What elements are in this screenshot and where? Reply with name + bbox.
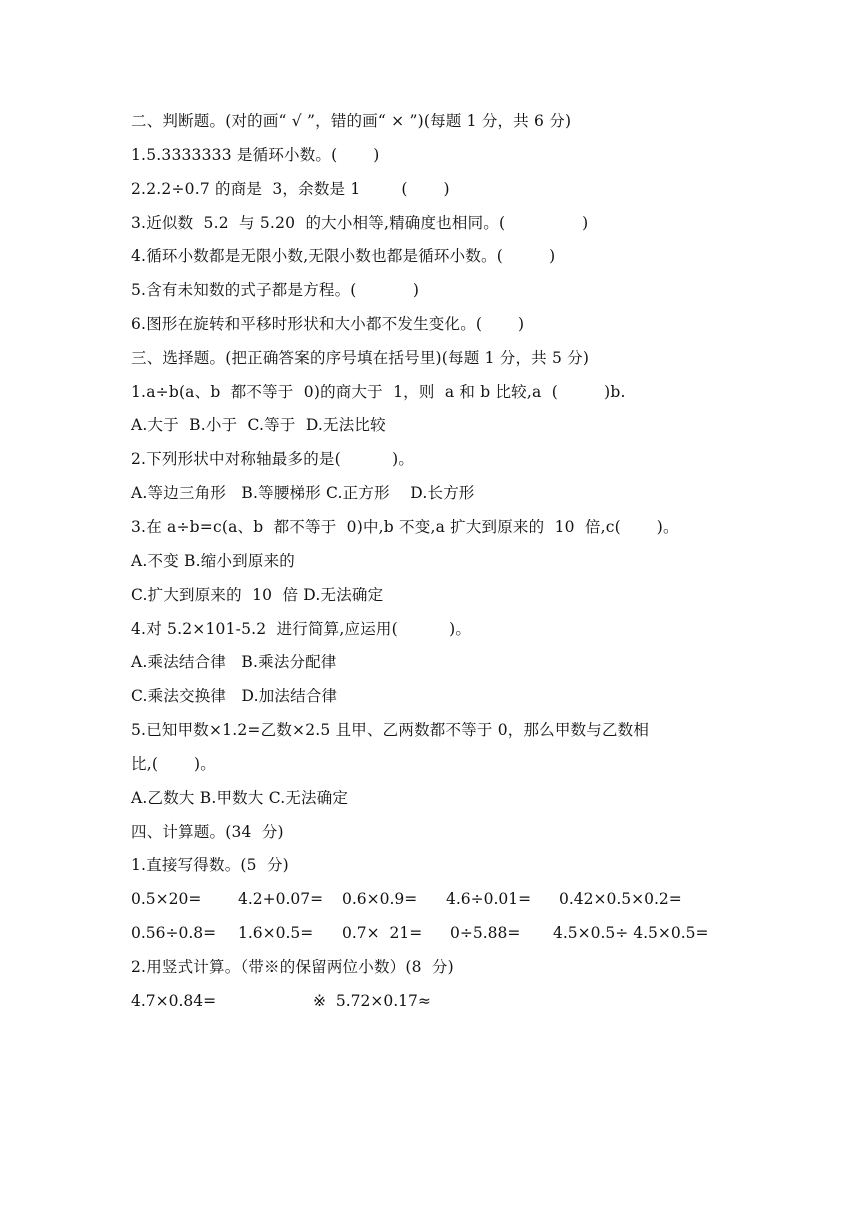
vertical-calc-item: ※ 5.72×0.17≈ (313, 992, 431, 1010)
section-calc-title: 四、计算题。(34 分) (131, 823, 284, 841)
mental-math-item: 0÷5.88= (450, 924, 521, 942)
mental-math-row-2 (131, 923, 751, 943)
judge-question-2: 2.2.2÷0.7 的商是 3，余数是 1 ( ) (131, 180, 450, 198)
mental-math-item: 4.2+0.07= (238, 890, 324, 908)
mental-math-item: 0.56÷0.8= (131, 924, 217, 942)
mental-math-item: 0.6×0.9= (342, 890, 418, 908)
judge-question-4: 4.循环小数都是无限小数,无限小数也都是循环小数。( ) (131, 247, 556, 265)
mental-math-item: 0.42×0.5×0.2= (559, 890, 682, 908)
choice-question-2: 2.下列形状中对称轴最多的是( )。 (131, 450, 415, 468)
choice-question-4-options-a: A.乘法结合律 B.乘法分配律 (131, 653, 337, 671)
choice-question-3-options-b: C.扩大到原来的 10 倍 D.无法确定 (131, 586, 384, 604)
calc-sub-2-title: 2.用竖式计算。（带※的保留两位小数）(8 分) (131, 958, 454, 976)
choice-question-1: 1.a÷b(a、b 都不等于 0)的商大于 1，则 a 和 b 比较,a ( )b. (131, 383, 626, 401)
choice-question-1-options: A.大于 B.小于 C.等于 D.无法比较 (131, 416, 386, 434)
calc-sub-1-title: 1.直接写得数。(5 分) (131, 856, 289, 874)
vertical-calc-row (131, 991, 751, 1011)
section-choice-title: 三、选择题。(把正确答案的序号填在括号里)(每题 1 分，共 5 分) (131, 349, 590, 367)
mental-math-item: 4.5×0.5÷ 4.5×0.5= (553, 924, 709, 942)
mental-math-item: 0.7× 21= (342, 924, 423, 942)
choice-question-3-options-a: A.不变 B.缩小到原来的 (131, 552, 295, 570)
choice-question-5-options: A.乙数大 B.甲数大 C.无法确定 (131, 789, 349, 807)
judge-question-1: 1.5.3333333 是循环小数。( ) (131, 146, 380, 164)
section-judge-title: 二、判断题。(对的画“ √ ”，错的画“ × ”)(每题 1 分，共 6 分) (131, 112, 572, 130)
judge-question-5: 5.含有未知数的式子都是方程。( ) (131, 281, 420, 299)
choice-question-5-line-2: 比,( )。 (131, 755, 216, 773)
mental-math-item: 4.6÷0.01= (446, 890, 532, 908)
choice-question-4-options-b: C.乘法交换律 D.加法结合律 (131, 687, 338, 705)
choice-question-2-options: A.等边三角形 B.等腰梯形 C.正方形 D.长方形 (131, 484, 475, 502)
choice-question-4: 4.对 5.2×101-5.2 进行简算,应运用( )。 (131, 620, 472, 638)
mental-math-row-1 (131, 889, 751, 909)
mental-math-item: 0.5×20= (131, 890, 202, 908)
judge-question-6: 6.图形在旋转和平移时形状和大小都不发生变化。( ) (131, 315, 525, 333)
mental-math-item: 1.6×0.5= (238, 924, 314, 942)
choice-question-3: 3.在 a÷b=c(a、b 都不等于 0)中,b 不变,a 扩大到原来的 10 倍,c( )。 (131, 518, 679, 536)
judge-question-3: 3.近似数 5.2 与 5.20 的大小相等,精确度也相同。( ) (131, 214, 589, 232)
choice-question-5-line-1: 5.已知甲数×1.2=乙数×2.5 且甲、乙两数都不等于 0，那么甲数与乙数相 (131, 721, 650, 739)
vertical-calc-item: 4.7×0.84= (131, 992, 217, 1010)
